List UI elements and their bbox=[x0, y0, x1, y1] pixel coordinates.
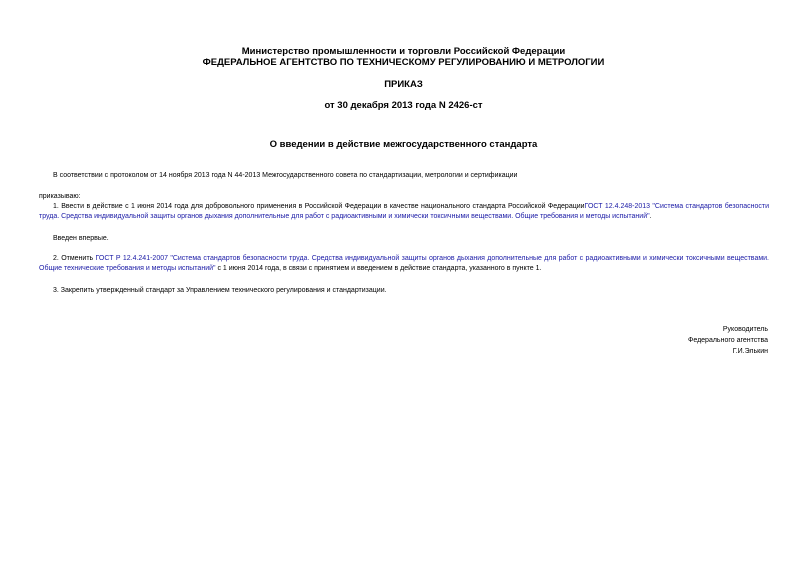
item-2-paragraph bbox=[39, 254, 769, 274]
order-word: приказываю: bbox=[39, 193, 81, 200]
item-3-paragraph bbox=[39, 286, 769, 296]
document-type: ПРИКАЗ bbox=[384, 79, 423, 90]
ministry-title: Министерство промышленности и торговли Российской Федерации bbox=[241, 46, 566, 57]
agency-title: ФЕДЕРАЛЬНОЕ АГЕНТСТВО ПО ТЕХНИЧЕСКОМУ РЕГУЛИРОВАНИЮ И МЕТРОЛОГИИ bbox=[202, 57, 605, 68]
item-2-end: с 1 июня 2014 года, в связи с принятием и введением в действие стандарта, указанного в пункте 1. bbox=[215, 265, 542, 272]
document-subject: О введении в действие межгосударственного стандарта bbox=[269, 139, 538, 150]
introduced-text: Введен впервые. bbox=[53, 235, 109, 242]
signatory-title: Руководитель bbox=[722, 326, 768, 333]
item-1-end: . bbox=[649, 213, 652, 220]
gost-12-4-248-2013-link[interactable]: ГОСТ 12.4.248-2013 "Система стандартов безопасности труда. Средства индивидуальной защиты органов дыхания дополнительные для работ с радиоактивными и химически токсичными веществами. Общие требования и методы испытаний" bbox=[39, 203, 769, 220]
gost-r-12-4-241-2007-link[interactable]: ГОСТ Р 12.4.241-2007 "Система стандартов безопасности труда. Средства индивидуальной защиты органов дыхания дополнительные для работ с радиоактивными и химически токсичными веществами. Общие технические требования и методы испытаний" bbox=[39, 255, 770, 272]
preamble-text: В соответствии с протоколом от 14 ноября 2013 года N 44-2013 Межгосударственного совета по стандартизации, метрологии и сертификации bbox=[53, 172, 518, 179]
item-1-text: 1. Ввести в действие с 1 июня 2014 года для добровольного применения в Российской Федерации в качестве национального стандарта Российской Федерации bbox=[53, 203, 585, 210]
item-1-paragraph bbox=[39, 202, 769, 222]
introduced-note bbox=[39, 234, 769, 244]
document-date: от 30 декабря 2013 года N 2426-ст bbox=[324, 100, 483, 111]
item-2-text: 2. Отменить bbox=[53, 255, 96, 262]
signatory-organization: Федерального агентства bbox=[688, 337, 768, 344]
item-3-text: 3. Закрепить утвержденный стандарт за Управлением технического регулирования и стандартизации. bbox=[53, 287, 387, 294]
signatory-name: Г.И.Элькин bbox=[732, 348, 768, 355]
preamble-paragraph bbox=[39, 171, 769, 181]
